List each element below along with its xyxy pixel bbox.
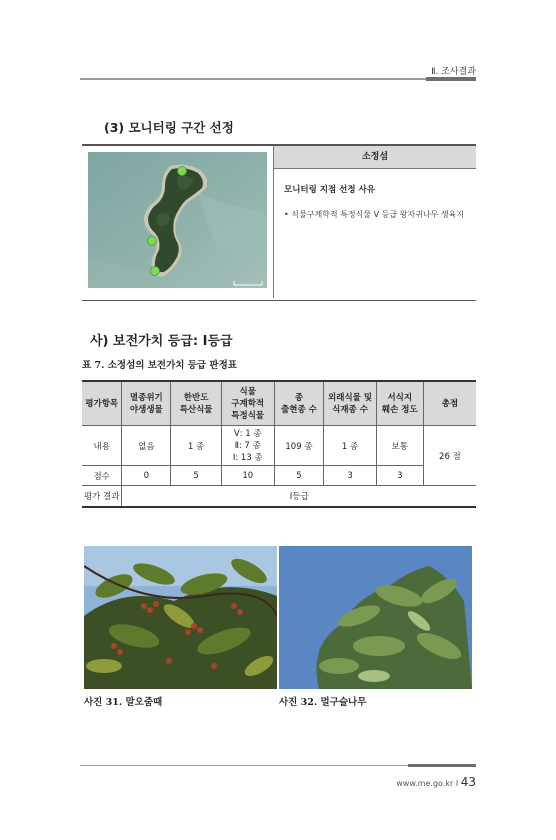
table-row-score [82, 466, 476, 486]
cell-alien: 1 종 [324, 426, 376, 466]
cell-endangered: 없음 [122, 426, 171, 466]
score-endemic: 5 [171, 466, 222, 486]
table-row-content [82, 426, 476, 466]
header-alien: 외래식물 및 식재종 수 [324, 381, 376, 426]
header-total: 총점 [423, 381, 476, 426]
header-endemic: 한반도 특산식물 [171, 381, 222, 426]
table-caption: 표 7. 소정섬의 보전가치 등급 판정표 [82, 360, 237, 371]
island-aerial-map [88, 152, 267, 288]
row-label-content: 내용 [82, 426, 122, 466]
cell-habitat: 보통 [376, 426, 423, 466]
score-floristic: 10 [221, 466, 274, 486]
cell-endemic: 1 종 [171, 426, 222, 466]
result-value: Ⅰ등급 [122, 486, 476, 508]
footer-separator: I [455, 779, 459, 788]
page-number: 43 [460, 775, 476, 789]
photo-euscaphis [84, 546, 277, 689]
grade-table [82, 380, 476, 508]
monitoring-reason-item: • 식물구계학적 특정식물 V 등급 왕자귀나무 생육지 [284, 210, 465, 219]
photo2-caption: 사진 32. 멀구슬나무 [279, 697, 367, 708]
photo-melia [279, 546, 472, 689]
subsection-title: 사) 보전가치 등급: Ⅰ등급 [90, 334, 233, 349]
table-row-result [82, 486, 476, 508]
chapter-header: Ⅱ. 조사결과 [431, 67, 476, 77]
header-endangered: 멸종위기 야생생물 [122, 381, 171, 426]
cell-floristic: Ⅴ: 1 종 Ⅱ: 7 종 Ⅰ: 13 종 [221, 426, 274, 466]
header-accent-bar [426, 77, 476, 81]
photo1-caption: 사진 31. 말오줌때 [84, 697, 163, 708]
score-endangered: 0 [122, 466, 171, 486]
table-header-row [82, 381, 476, 426]
score-species: 5 [274, 466, 324, 486]
score-alien: 3 [324, 466, 376, 486]
monitoring-place-header: 소정섬 [274, 146, 476, 169]
cell-total: 26 점 [423, 426, 476, 486]
header-item: 평가항목 [82, 381, 122, 426]
header-rule [80, 78, 476, 80]
footer [360, 775, 476, 789]
monitoring-point-2 [148, 237, 157, 246]
monitoring-point-3 [151, 267, 160, 276]
monitoring-reason-title: 모니터링 지점 선정 사유 [284, 185, 375, 195]
score-habitat: 3 [376, 466, 423, 486]
header-habitat: 서식지 훼손 정도 [376, 381, 423, 426]
row-label-result: 평가 결과 [82, 486, 122, 508]
row-label-score: 점수 [82, 466, 122, 486]
monitoring-reason-text: 식물구계학적 특정식물 V 등급 왕자귀나무 생육지 [291, 210, 465, 219]
footer-accent-bar [408, 764, 476, 767]
header-species: 종 출현종 수 [274, 381, 324, 426]
footer-url[interactable]: www.me.go.kr [396, 779, 454, 788]
section-title: (3) 모니터링 구간 선정 [104, 120, 234, 135]
cell-species: 109 종 [274, 426, 324, 466]
monitoring-point-1 [178, 167, 187, 176]
header-floristic: 식물 구계학적 특정식물 [221, 381, 274, 426]
